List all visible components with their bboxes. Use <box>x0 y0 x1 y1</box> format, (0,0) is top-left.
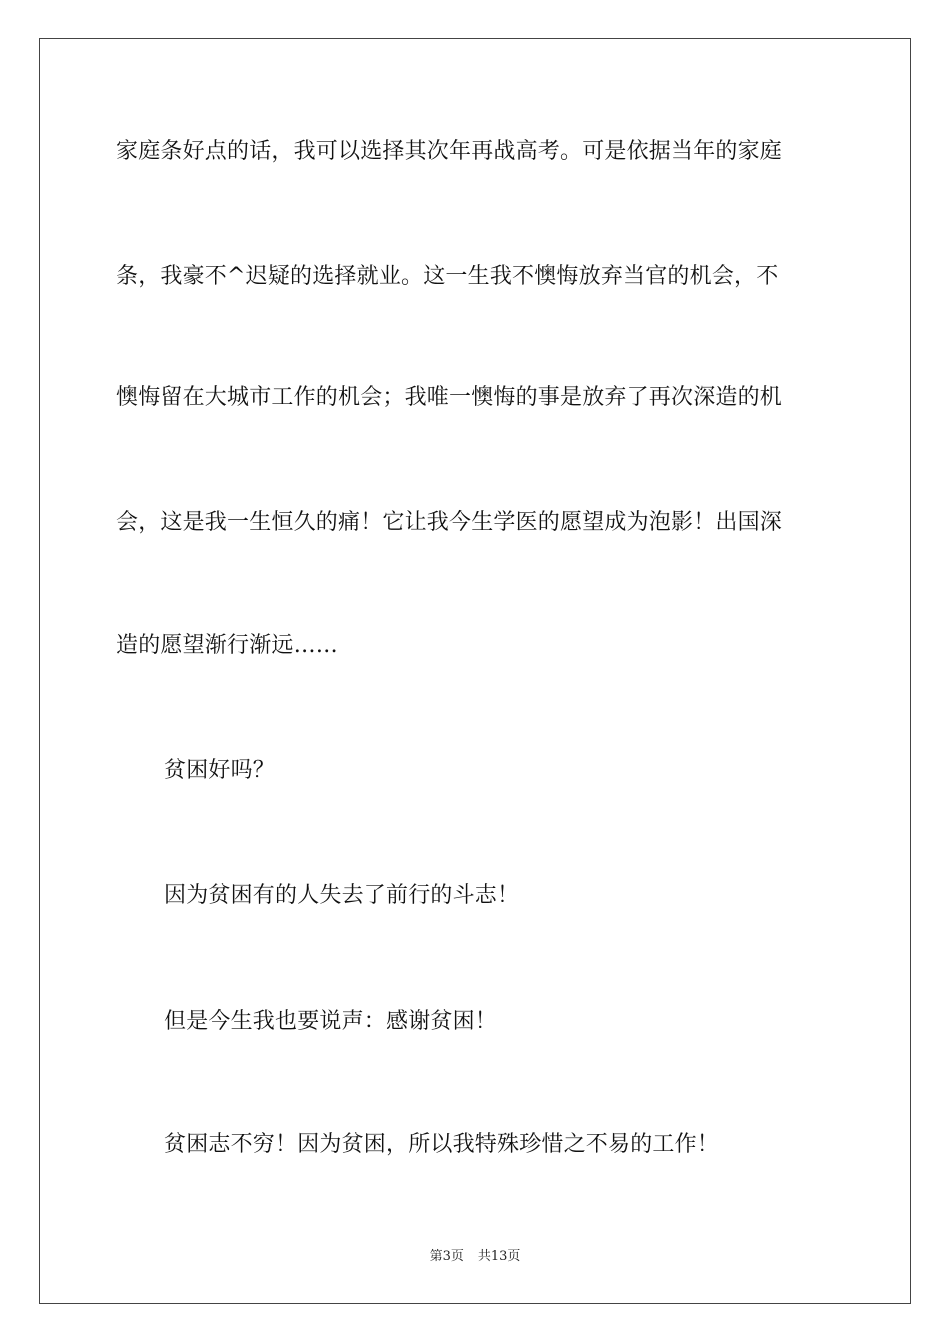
body-text-line-1: 家庭条好点的话，我可以选择其次年再战高考。可是依据当年的家庭 <box>116 139 783 164</box>
paragraph-2: 因为贫困有的人失去了前行的斗志！ <box>164 883 520 908</box>
page-number: 第3页 <box>429 1249 464 1264</box>
body-text-line-4: 会，这是我一生恒久的痛！它让我今生学医的愿望成为泡影！出国深 <box>116 510 783 535</box>
page-border <box>39 38 911 1304</box>
paragraph-3: 但是今生我也要说声：感谢贫困！ <box>164 1009 498 1034</box>
page-total: 共13页 <box>477 1249 521 1264</box>
body-text-line-2: 条，我豪不^迟疑的选择就业。这一生我不懊悔放弃当官的机会，不 <box>116 264 779 289</box>
paragraph-4: 贫困志不穷！因为贫困，所以我特殊珍惜之不易的工作！ <box>164 1132 720 1157</box>
body-text-line-3: 懊悔留在大城市工作的机会；我唯一懊悔的事是放弃了再次深造的机 <box>116 385 783 410</box>
paragraph-1: 贫困好吗？ <box>164 758 276 783</box>
page-footer <box>0 1248 950 1266</box>
body-text-line-5: 造的愿望渐行渐远…… <box>116 633 339 658</box>
